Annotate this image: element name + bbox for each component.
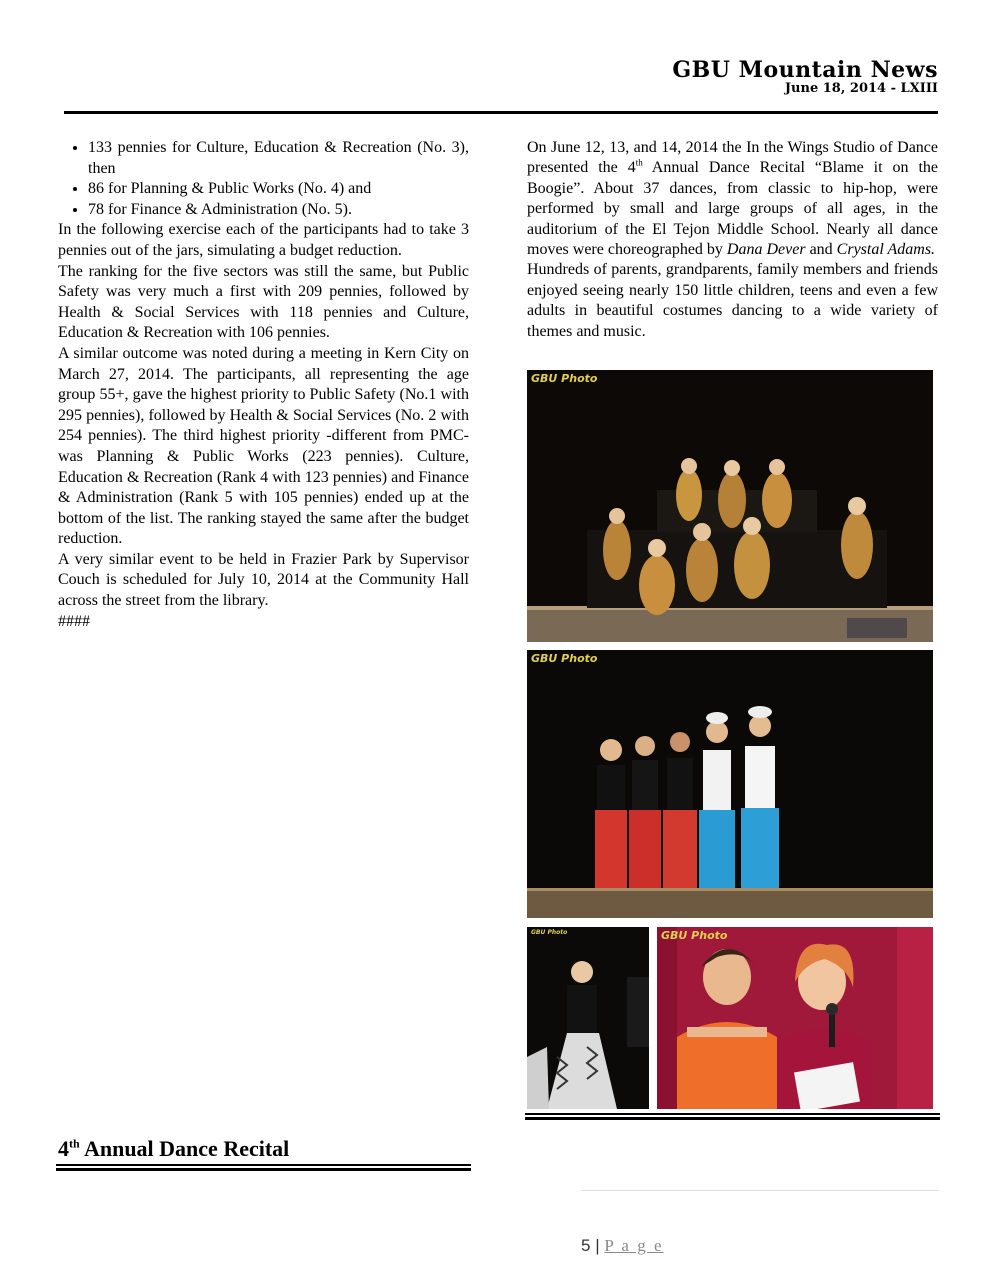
penny-ranking-list	[58, 138, 469, 220]
list-item: • 86 for Planning & Public Works (No. 4) and	[88, 179, 469, 200]
heading-number: 4	[58, 1136, 69, 1161]
heading-text: Annual Dance Recital	[79, 1136, 290, 1161]
masthead	[672, 58, 938, 96]
paragraph: In the following exercise each of the participants had to take 3 pennies out of the jars, simulating a budget reduction.	[58, 221, 469, 259]
page-footer	[581, 1236, 664, 1256]
left-column	[58, 138, 469, 632]
choreographer-name: Crystal Adams.	[836, 241, 936, 259]
issue-date: June 18, 2014 - LXIII	[784, 81, 938, 96]
section-heading	[58, 1136, 289, 1162]
page-label: P a g e	[604, 1236, 664, 1255]
paragraph: A similar outcome was noted during a meeting in Kern City on March 27, 2014. The participants, all representing the age group 55+, gave the highest priority to Public Safety (No.1 with 295 pennies), followed by Health & Social Services (No. 2 with 254 pennies). The third highest priority -different from PMC- was Planning & Public Works (223 pennies). Culture, Education & Recreation (Rank 4 with 123 pennies) and Finance & Administration (Rank 5 with 105 pennies) ended up at the bottom of the list. The ranking stayed the same after the budget reduction.	[58, 344, 469, 548]
list-item: • 78 for Finance & Administration (No. 5).	[88, 200, 469, 221]
photo-watermark: GBU Photo	[531, 652, 598, 665]
header-rule	[64, 111, 938, 114]
ordinal-suffix: th	[69, 1136, 80, 1151]
text-run: Annual Dance Recital “Blame it on the Boogie”. About 37 dances, from classic to hip-hop, were performed by small and large groups of all ages, in the auditorium of the El Tejon Middle School. Nearly all dance moves were choreographed by	[527, 159, 938, 259]
page-separator: |	[590, 1236, 605, 1255]
photo-leopard-dancers	[527, 370, 933, 642]
text-run: On June 12, 13, and 14, 2014 the In the Wings Studio of Dance presented the 4	[527, 139, 938, 177]
section-heading-rule	[56, 1164, 471, 1171]
text-run: and	[805, 241, 837, 259]
page-number: 5	[581, 1236, 591, 1255]
photo-watermark: GBU Photo	[531, 372, 598, 385]
list-item: • 133 pennies for Culture, Education & Recreation (No. 3), then	[88, 138, 469, 179]
photo-watermark: GBU Photo	[661, 929, 728, 942]
choreographer-name: Dana Dever	[726, 241, 806, 259]
newsletter-title: GBU Mountain News	[672, 57, 938, 83]
right-column	[527, 138, 938, 342]
photo-dancer-patterned-pants	[527, 927, 649, 1109]
ordinal-suffix: th	[635, 158, 643, 169]
photo-watermark: GBU Photo	[531, 929, 568, 936]
audience-paragraph: Hundreds of parents, grandparents, family members and friends enjoyed seeing nearly 150 little children, teens and even a few adults in beautiful costumes dancing to a wide variety of themes and music.	[527, 261, 938, 340]
recital-paragraph	[527, 138, 938, 260]
photo-hosts-microphone	[657, 927, 933, 1109]
paragraph: A very similar event to be held in Frazier Park by Supervisor Couch is scheduled for July 10, 2014 at the Community Hall across the street from the library.	[58, 550, 469, 610]
right-column-bottom-rule	[525, 1113, 940, 1120]
end-mark: ####	[58, 612, 90, 630]
paragraph: The ranking for the five sectors was still the same, but Public Safety was very much a first with 209 pennies, followed by Health & Social Services with 118 pennies and Culture, Education & Recreation with 106 pennies.	[58, 262, 469, 342]
photo-hiphop-boys	[527, 650, 933, 918]
footer-rule	[581, 1190, 939, 1191]
